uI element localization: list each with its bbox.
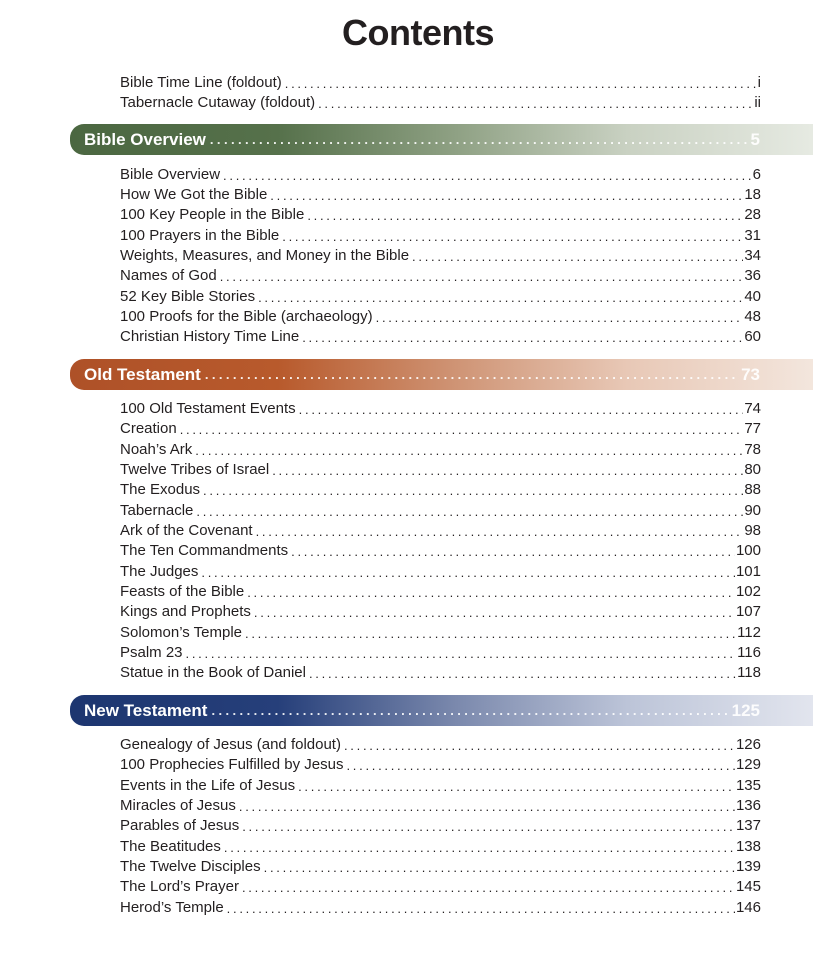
entry-label: Genealogy of Jesus (and foldout) <box>120 736 341 753</box>
entry-label: Christian History Time Line <box>120 328 300 345</box>
section-title: Old Testament <box>84 364 201 384</box>
entry-label: Ark of the Covenant <box>120 522 253 539</box>
toc-entry[interactable] <box>120 876 761 896</box>
entry-label: 100 Prophecies Fulfilled by Jesus <box>120 756 344 773</box>
toc-entry[interactable] <box>120 754 761 774</box>
entry-label: Tabernacle <box>120 502 194 519</box>
entry-page: 80 <box>744 461 761 478</box>
toc-entry[interactable] <box>120 815 761 835</box>
dot-leader <box>270 188 743 204</box>
entry-page: 129 <box>735 756 761 773</box>
dot-leader <box>180 422 744 438</box>
section-page: 5 <box>750 129 760 149</box>
entry-page: 136 <box>735 797 761 814</box>
section-title: Bible Overview <box>84 129 206 149</box>
entry-label: How We Got the Bible <box>120 186 268 203</box>
entry-label: Solomon’s Temple <box>120 624 243 641</box>
dot-leader <box>309 666 736 682</box>
toc-entry[interactable] <box>120 398 761 418</box>
dot-leader <box>264 860 735 876</box>
dot-leader <box>201 565 735 581</box>
toc-entry[interactable] <box>120 245 761 265</box>
entry-label: 100 Key People in the Bible <box>120 206 305 223</box>
dot-leader <box>282 229 743 245</box>
entry-label: Tabernacle Cutaway (foldout) <box>120 94 316 111</box>
entry-label: The Beatitudes <box>120 838 221 855</box>
entry-label: 100 Prayers in the Bible <box>120 227 280 244</box>
dot-leader <box>195 443 743 459</box>
toc-entry[interactable] <box>120 500 761 520</box>
entry-label: The Twelve Disciples <box>120 858 261 875</box>
entry-label: Feasts of the Bible <box>120 583 245 600</box>
dot-leader <box>211 703 727 718</box>
dot-leader <box>205 367 737 382</box>
dot-leader <box>242 819 735 835</box>
entry-label: Noah’s Ark <box>120 441 193 458</box>
entry-page: 34 <box>744 247 761 264</box>
toc-entry[interactable] <box>120 540 761 560</box>
dot-leader <box>227 901 735 917</box>
toc-entry[interactable] <box>120 439 761 459</box>
section-page: 125 <box>731 700 760 720</box>
toc-entry[interactable] <box>120 265 761 285</box>
entry-page: 18 <box>744 186 761 203</box>
toc-entry[interactable] <box>120 581 761 601</box>
toc-entry[interactable] <box>120 164 761 184</box>
dot-leader <box>299 402 744 418</box>
entry-page: ii <box>754 94 761 111</box>
dot-leader <box>307 208 743 224</box>
entry-page: 31 <box>744 227 761 244</box>
dot-leader <box>220 269 744 285</box>
toc-entry[interactable] <box>120 897 761 917</box>
dot-leader <box>203 483 743 499</box>
toc-entry[interactable] <box>120 836 761 856</box>
section-title: New Testament <box>84 700 208 720</box>
dot-leader <box>256 524 744 540</box>
entry-label: Bible Time Line (foldout) <box>120 74 282 91</box>
entry-page: 135 <box>735 777 761 794</box>
entry-page: 145 <box>735 878 761 895</box>
toc-entry[interactable] <box>120 561 761 581</box>
toc-entry[interactable] <box>120 856 761 876</box>
dot-leader <box>344 738 735 754</box>
entry-label: Parables of Jesus <box>120 817 240 834</box>
dot-leader <box>376 310 744 326</box>
entry-page: 28 <box>744 206 761 223</box>
toc-entry[interactable] <box>120 418 761 438</box>
toc-entry[interactable] <box>120 479 761 499</box>
dot-leader <box>346 758 735 774</box>
entry-label: Weights, Measures, and Money in the Bible <box>120 247 410 264</box>
entry-page: 40 <box>744 288 761 305</box>
dot-leader <box>210 132 747 147</box>
dot-leader <box>258 290 743 306</box>
toc-entry[interactable] <box>120 459 761 479</box>
toc-entry[interactable] <box>120 286 761 306</box>
section-header-bible-overview[interactable] <box>70 124 813 155</box>
toc-entry[interactable] <box>120 184 761 204</box>
entry-label: 100 Proofs for the Bible (archaeology) <box>120 308 373 325</box>
toc-entry[interactable] <box>120 775 761 795</box>
entry-page: 118 <box>737 664 761 681</box>
dot-leader <box>285 76 757 92</box>
toc-entry[interactable] <box>120 622 761 642</box>
entry-page: 107 <box>735 603 761 620</box>
dot-leader <box>302 330 743 346</box>
toc-entry[interactable] <box>120 326 761 346</box>
section-page: 73 <box>741 364 760 384</box>
page-title: Contents <box>342 12 494 53</box>
entry-page: 98 <box>744 522 761 539</box>
entry-label: Twelve Tribes of Israel <box>120 461 270 478</box>
entry-label: 52 Key Bible Stories <box>120 288 256 305</box>
toc-entry[interactable] <box>120 520 761 540</box>
entry-page: 139 <box>735 858 761 875</box>
entry-page: 6 <box>752 166 761 183</box>
toc-entry[interactable] <box>120 306 761 326</box>
toc-entry[interactable] <box>120 662 761 682</box>
section-header-old-testament[interactable] <box>70 359 813 390</box>
dot-leader <box>239 799 735 815</box>
dot-leader <box>272 463 743 479</box>
dot-leader <box>247 585 735 601</box>
entry-page: 138 <box>735 838 761 855</box>
toc-entry[interactable] <box>120 601 761 621</box>
entry-page: 126 <box>735 736 761 753</box>
entry-page: 88 <box>744 481 761 498</box>
toc-entry[interactable] <box>120 795 761 815</box>
entry-page: 100 <box>735 542 761 559</box>
dot-leader <box>254 605 735 621</box>
toc-entry[interactable] <box>120 225 761 245</box>
entry-page: 146 <box>735 899 761 916</box>
entry-page: 102 <box>735 583 761 600</box>
entry-label: Statue in the Book of Daniel <box>120 664 306 681</box>
entry-label: The Lord’s Prayer <box>120 878 239 895</box>
entry-page: 60 <box>744 328 761 345</box>
toc-entry-tabernacle-cutaway[interactable] <box>120 92 761 112</box>
toc-entry-bible-time-line[interactable] <box>120 72 761 92</box>
toc-entry[interactable] <box>120 642 761 662</box>
entry-label: Miracles of Jesus <box>120 797 236 814</box>
entry-page: 112 <box>737 624 761 641</box>
toc-entry[interactable] <box>120 734 761 754</box>
entry-label: Kings and Prophets <box>120 603 251 620</box>
toc-entry[interactable] <box>120 204 761 224</box>
dot-leader <box>318 96 753 112</box>
dot-leader <box>291 544 735 560</box>
entry-page: i <box>757 74 761 91</box>
dot-leader <box>245 626 736 642</box>
entry-page: 90 <box>744 502 761 519</box>
entry-page: 78 <box>744 441 761 458</box>
dot-leader <box>196 504 743 520</box>
entry-label: The Exodus <box>120 481 201 498</box>
section-header-new-testament[interactable] <box>70 695 813 726</box>
entry-label: 100 Old Testament Events <box>120 400 296 417</box>
entry-label: The Ten Commandments <box>120 542 289 559</box>
entry-page: 74 <box>744 400 761 417</box>
entry-label: Herod’s Temple <box>120 899 224 916</box>
dot-leader <box>186 646 737 662</box>
dot-leader <box>223 168 752 184</box>
entry-label: The Judges <box>120 563 199 580</box>
entry-label: Bible Overview <box>120 166 221 183</box>
dot-leader <box>298 779 735 795</box>
entry-label: Creation <box>120 420 177 437</box>
entry-label: Events in the Life of Jesus <box>120 777 296 794</box>
entry-page: 36 <box>744 267 761 284</box>
entry-page: 101 <box>735 563 761 580</box>
dot-leader <box>224 840 735 856</box>
entry-page: 48 <box>744 308 761 325</box>
entry-label: Names of God <box>120 267 217 284</box>
entry-page: 116 <box>737 644 761 661</box>
dot-leader <box>242 880 735 896</box>
dot-leader <box>412 249 743 265</box>
entry-page: 77 <box>744 420 761 437</box>
entry-label: Psalm 23 <box>120 644 183 661</box>
entry-page: 137 <box>735 817 761 834</box>
